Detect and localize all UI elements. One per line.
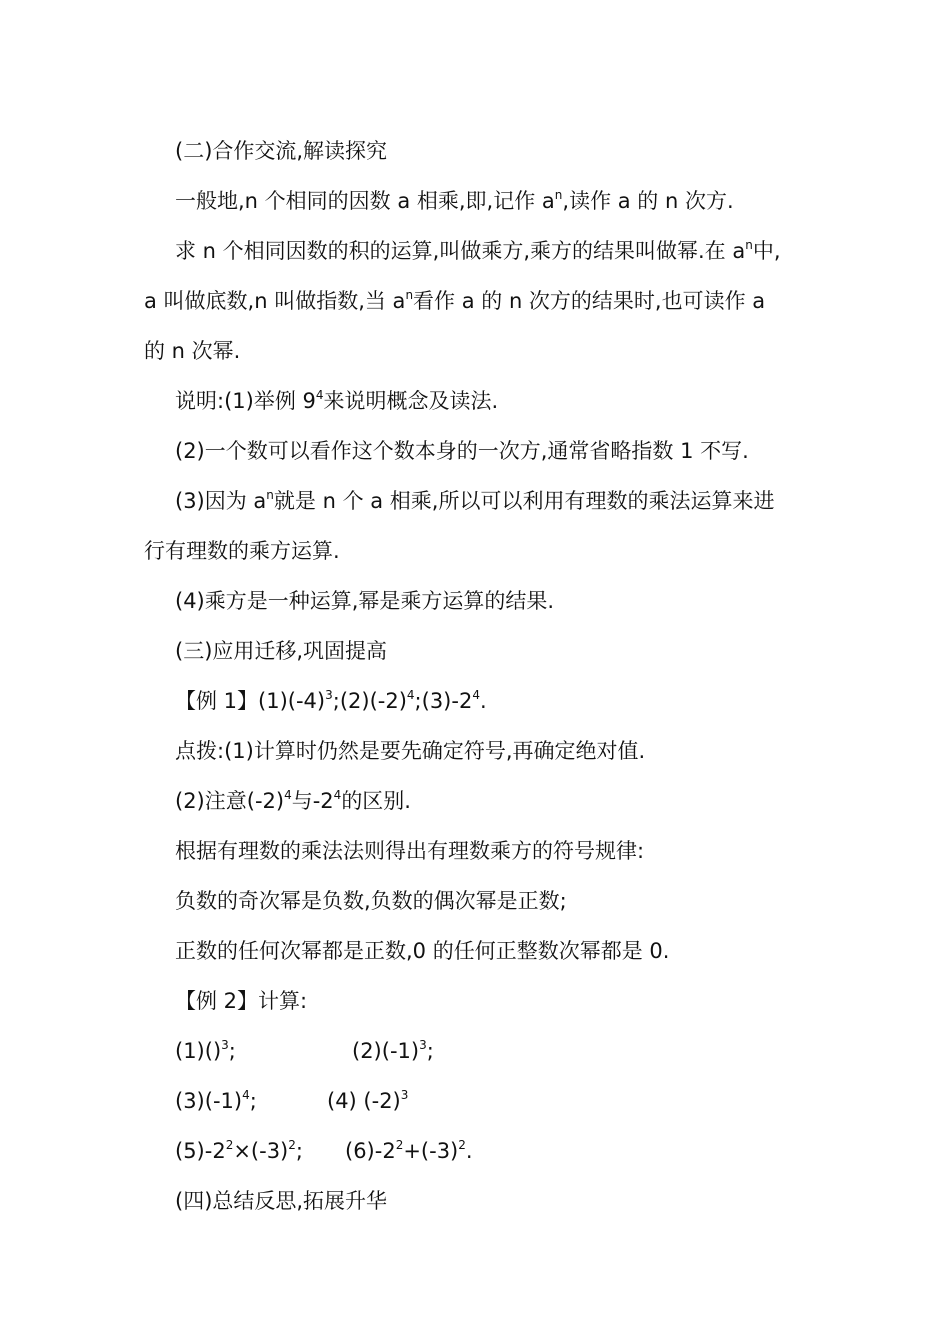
section-heading-2: (二)合作交流,解读探究: [175, 139, 388, 163]
tip-2: (2)注意$(-2)^4$与$-2^4$的区别.: [175, 788, 411, 813]
section-heading-3: (三)应用迁移,巩固提高: [175, 639, 388, 663]
note-3-line-1: (3)因为 $a^n$就是 n 个 a 相乘,所以可以利用有理数的乘法运算来进: [175, 488, 775, 513]
tip-1: 点拨:(1)计算时仍然是要先确定符号,再确定绝对值.: [175, 739, 646, 763]
definition-paragraph-line-1: 一般地,n 个相同的因数 a 相乘,即,记作 $a^n$,读作 a 的 n 次方.: [175, 188, 734, 213]
definition-paragraph-line-2: 求 n 个相同因数的积的运算,叫做乘方,乘方的结果叫做幂.在 $a^n$中,: [175, 238, 781, 263]
exercise-1: (1)()$^3$;: [175, 1038, 236, 1063]
exercise-5: $(5)-2^2\times(-3)^2$;: [175, 1138, 303, 1163]
note-4: (4)乘方是一种运算,幂是乘方运算的结果.: [175, 589, 555, 613]
example-2-heading: 【例 2】计算:: [175, 989, 308, 1013]
rule-intro: 根据有理数的乘法法则得出有理数乘方的符号规律:: [175, 839, 645, 863]
note-3-line-2: 行有理数的乘方运算.: [144, 539, 340, 563]
exercise-2: $(2)(-1)^3$;: [352, 1038, 434, 1063]
exercise-4: (4) $(-2)^3$: [327, 1088, 409, 1113]
section-heading-4: (四)总结反思,拓展升华: [175, 1189, 388, 1213]
example-1: 【例 1】$(1)(-4)^3;(2)(-2)^4;(3)-2^4$.: [175, 688, 487, 713]
definition-paragraph-line-3: a 叫做底数,n 叫做指数,当 $a^n$看作 a 的 n 次方的结果时,也可读作 a: [144, 288, 766, 313]
note-2: (2)一个数可以看作这个数本身的一次方,通常省略指数 1 不写.: [175, 439, 749, 463]
exercise-3: $(3)(-1)^4$;: [175, 1088, 257, 1113]
note-1: 说明:(1)举例 $9^4$来说明概念及读法.: [175, 388, 499, 413]
rule-2: 正数的任何次幂都是正数,0 的任何正整数次幂都是 0.: [175, 939, 670, 963]
rule-1: 负数的奇次幂是负数,负数的偶次幂是正数;: [175, 889, 567, 913]
exercise-6: $(6)-2^2+(-3)^2$.: [345, 1138, 473, 1163]
definition-paragraph-line-4: 的 n 次幂.: [144, 339, 241, 363]
